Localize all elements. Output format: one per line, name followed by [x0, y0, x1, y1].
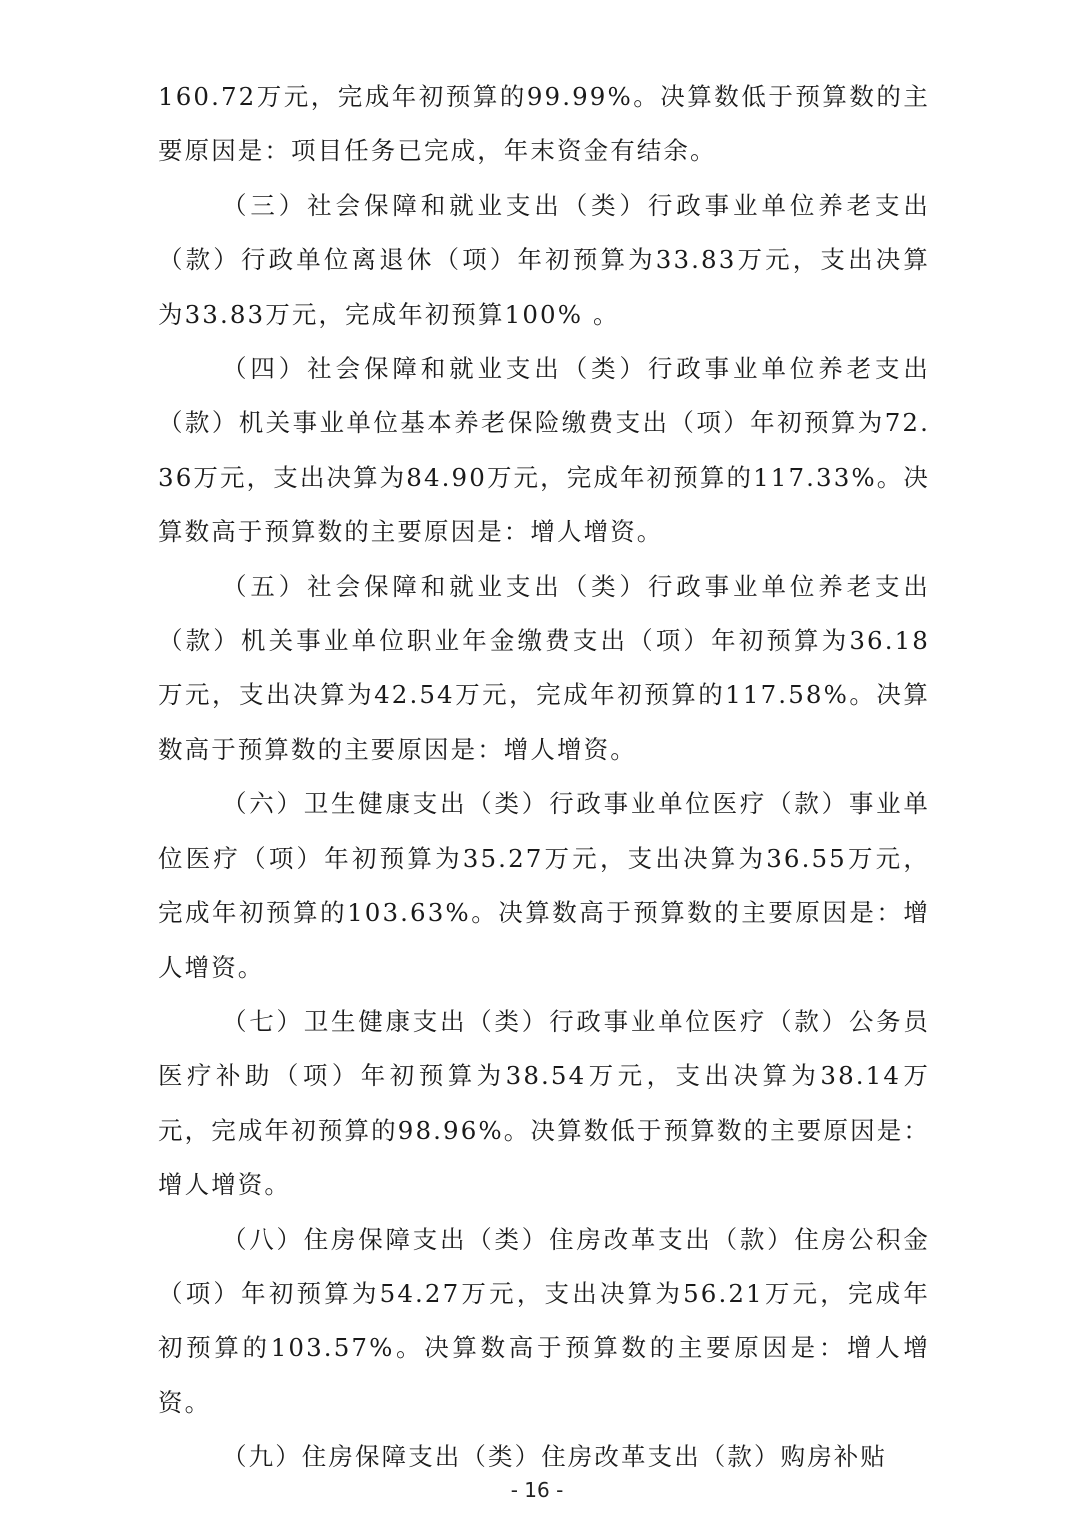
paragraph-item-6: （六）卫生健康支出（类）行政事业单位医疗（款）事业单位医疗（项）年初预算为35.27万元，支出决算为36.55万元，完成年初预算的103.63%。决算数高于预算数的主要原因是：增人增资。	[158, 789, 930, 982]
document-body	[158, 70, 930, 1485]
paragraph-item-7: （七）卫生健康支出（类）行政事业单位医疗（款）公务员医疗补助（项）年初预算为38.54万元，支出决算为38.14万元，完成年初预算的98.96%。决算数低于预算数的主要原因是：增人增资。	[158, 1006, 930, 1200]
paragraph-item-8: （八）住房保障支出（类）住房改革支出（款）住房公积金（项）年初预算为54.27万元，支出决算为56.21万元，完成年初预算的103.57%。决算数高于预算数的主要原因是：增人增资。	[158, 1224, 930, 1417]
page-number: - 16 -	[510, 1478, 564, 1502]
paragraph-item-9: （九）住房保障支出（类）住房改革支出（款）购房补贴	[222, 1442, 887, 1472]
paragraph-item-5: （五）社会保障和就业支出（类）行政事业单位养老支出（款）机关事业单位职业年金缴费支出（项）年初预算为36.18万元，支出决算为42.54万元，完成年初预算的117.58%。决算数高于预算数的主要原因是：增人增资。	[158, 571, 930, 764]
paragraph-item-3: （三）社会保障和就业支出（类）行政事业单位养老支出（款）行政单位离退休（项）年初预算为33.83万元，支出决算为33.83万元，完成年初预算100% 。	[158, 190, 930, 329]
paragraph-item-4: （四）社会保障和就业支出（类）行政事业单位养老支出（款）机关事业单位基本养老保险缴费支出（项）年初预算为72.36万元，支出决算为84.90万元，完成年初预算的117.33%。决算数高于预算数的主要原因是：增人增资。	[158, 354, 930, 547]
paragraph-continuation: 160.72万元，完成年初预算的99.99%。决算数低于预算数的主要原因是：项目任务已完成，年末资金有结余。	[158, 82, 930, 166]
